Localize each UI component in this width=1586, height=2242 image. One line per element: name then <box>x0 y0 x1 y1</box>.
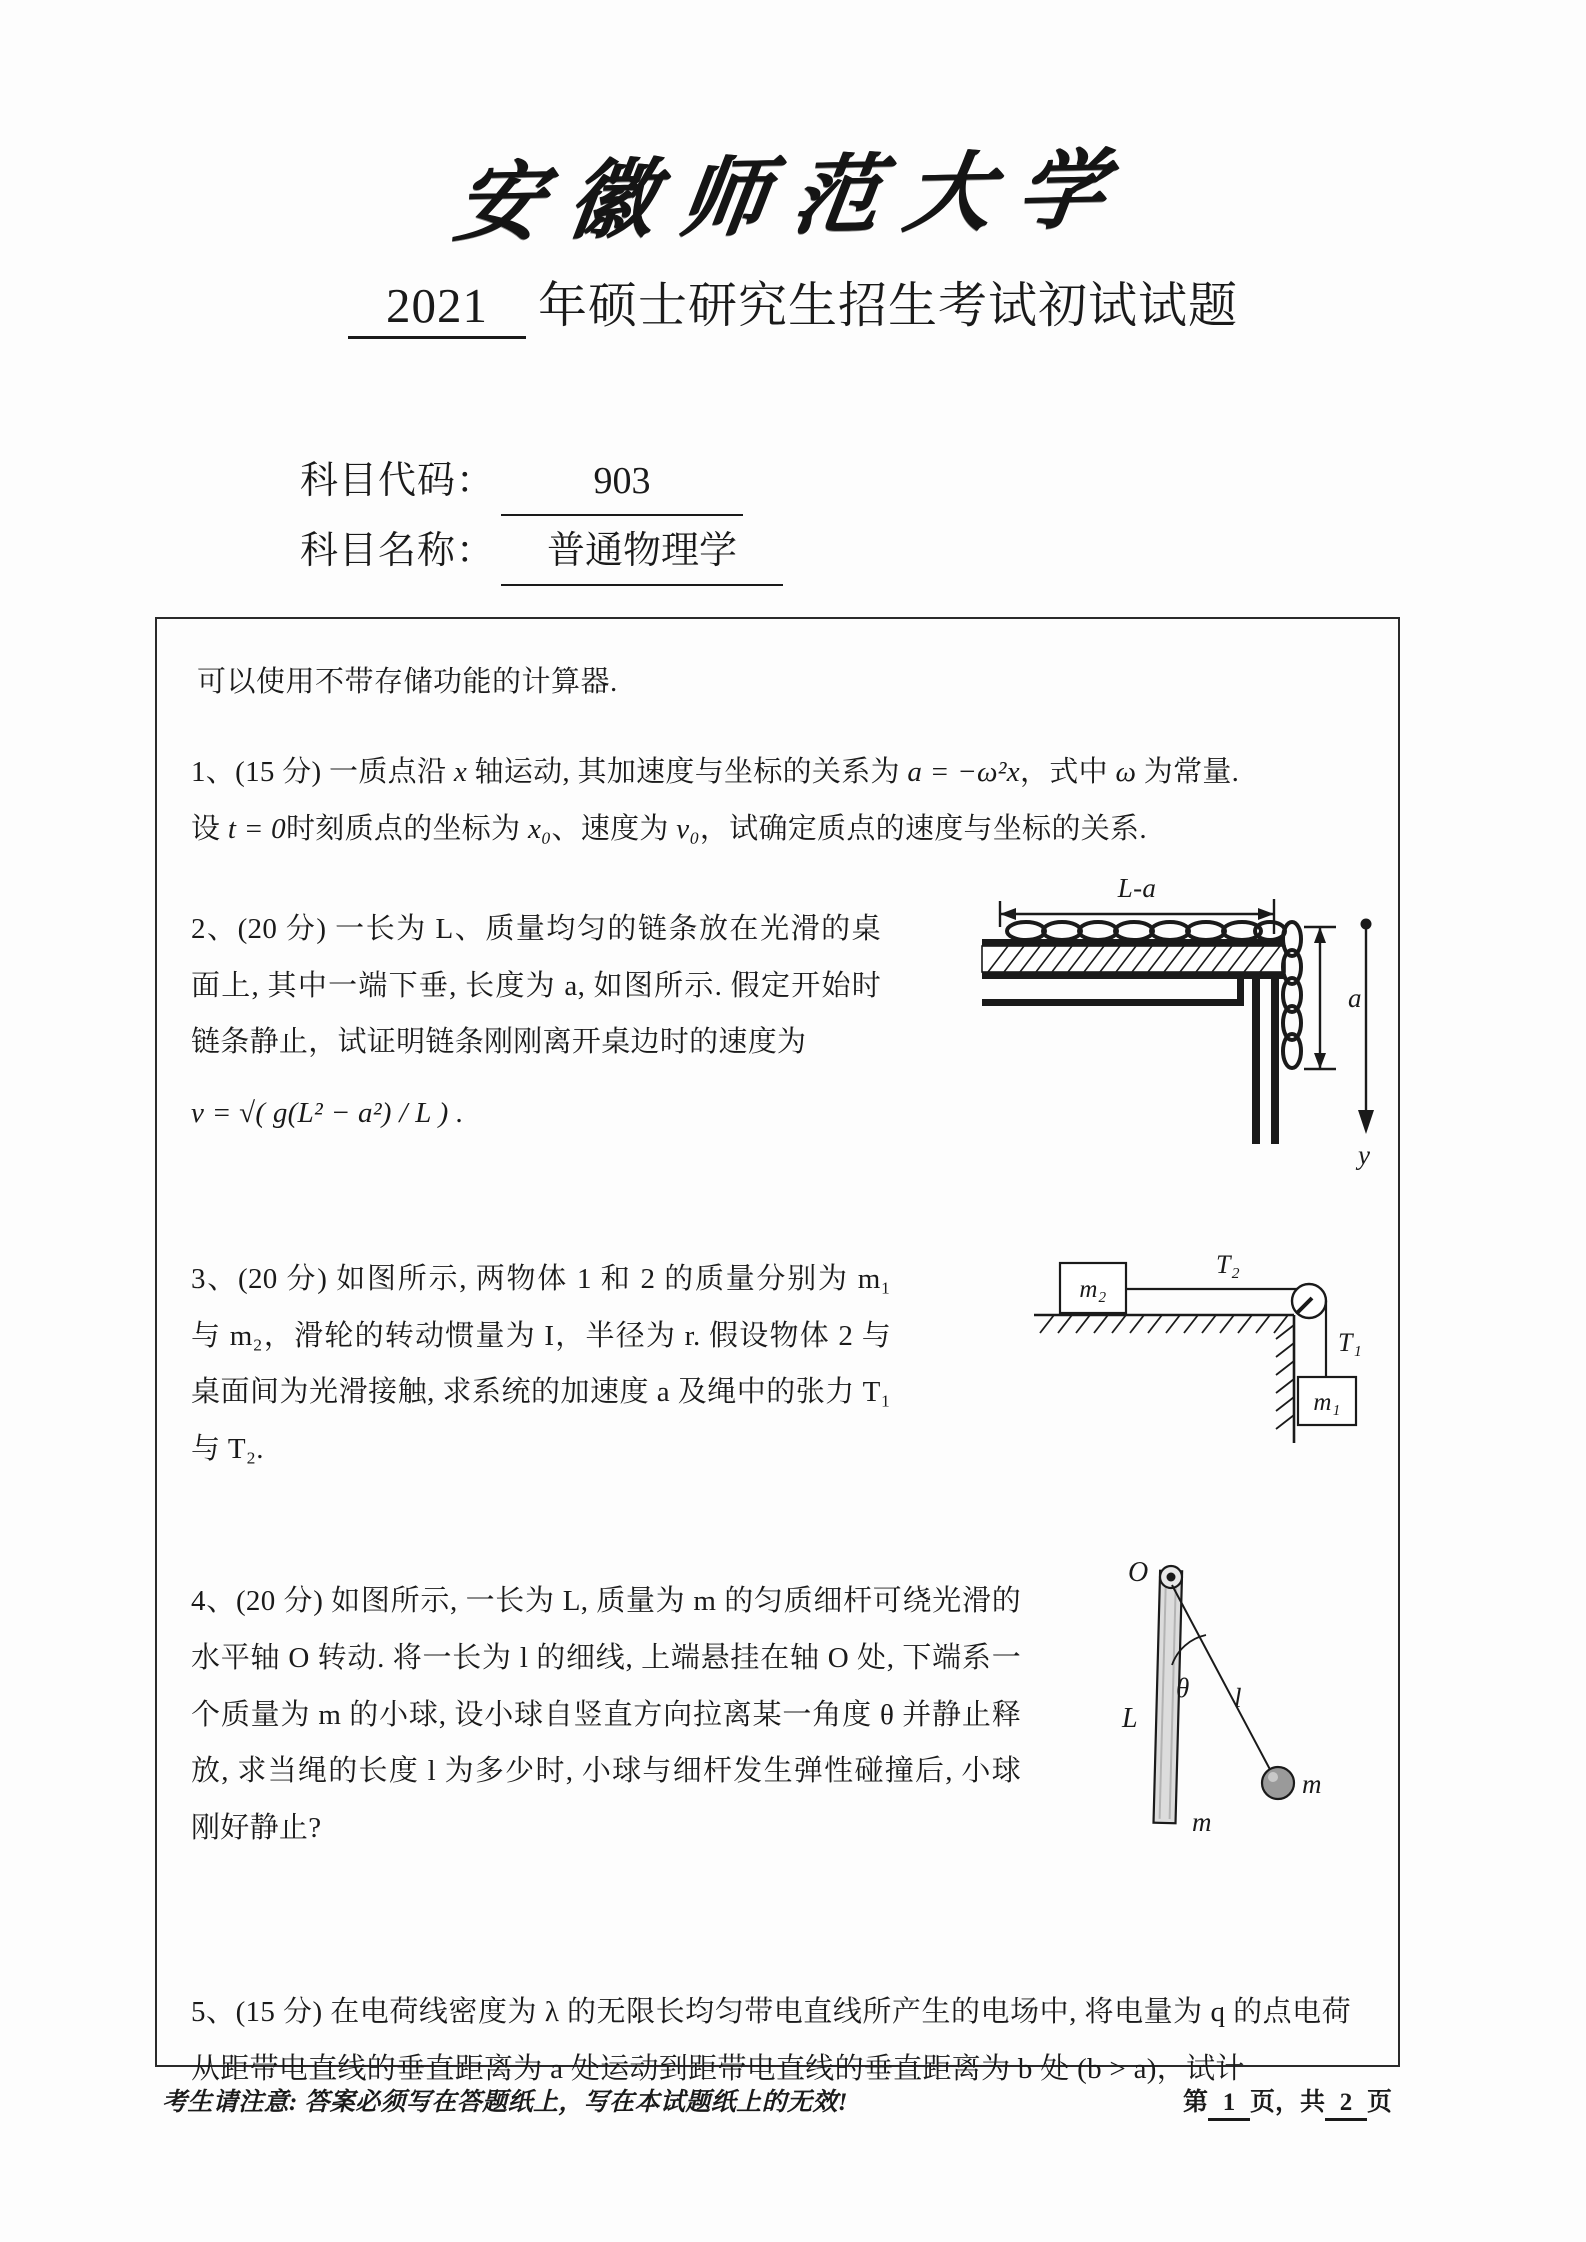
chain-on-table-figure <box>974 879 1374 1179</box>
question-2-body: 一长为 L、质量均匀的链条放在光滑的桌面上, 其中一端下垂, 长度为 a, 如图所示. 假定开始时链条静止，试证明链条刚刚离开桌边时的速度为 <box>191 913 881 1059</box>
chain-label-a: a <box>1348 983 1362 1014</box>
subject-code-row <box>300 452 783 516</box>
question-1-points: (15 分) <box>235 756 322 788</box>
pulley-label-T1: T₁ <box>1338 1328 1362 1358</box>
question-5 <box>191 1984 1364 2097</box>
page-current: 1 <box>1208 2089 1250 2121</box>
exam-content-box <box>155 617 1400 2085</box>
question-1-variable-x: x <box>453 756 467 788</box>
question-3-text <box>191 1251 891 1477</box>
question-5-body: 在电荷线密度为 λ 的无限长均匀带电直线所产生的电场中, 将电量为 q 的点电荷从距带电直线的垂直距离为 a 处运动到距带电直线的垂直距离为 b 处 (b > a)，试计 <box>191 1996 1351 2085</box>
question-3-points: (20 分) <box>237 1263 328 1296</box>
page-suffix: 页 <box>1366 2089 1392 2116</box>
page-header <box>0 138 1586 339</box>
question-5-number: 5、 <box>191 1996 236 2029</box>
question-4-body: 如图所示, 一长为 L, 质量为 m 的匀质细杆可绕光滑的水平轴 O 转动. 将一长为 l 的细线, 上端悬挂在轴 O 处, 下端系一个质量为 m 的小球, 设小球自竖直方向拉离某一角度 θ 并静止释放, 求当绳的长度 l 为多少时, 小球与细杆发生弹性碰撞后, 小球刚好静止? <box>191 1585 1021 1844</box>
subject-code-value: 903 <box>501 452 743 516</box>
question-5-points: (15 分) <box>235 1996 323 2029</box>
chain-label-L-minus-a: L-a <box>1117 879 1157 904</box>
rod-pendulum-figure <box>1106 1555 1356 1835</box>
question-1-line1-a: 一质点沿 <box>329 756 454 788</box>
question-3-number: 3、 <box>191 1263 238 1296</box>
question-1-equation: a = −ω²x <box>907 756 1020 788</box>
question-2-points: (20 分) <box>237 913 327 946</box>
question-2-number: 2、 <box>191 913 238 946</box>
question-4 <box>191 1557 1364 1856</box>
question-3 <box>191 1251 1364 1477</box>
question-2 <box>191 879 1371 1171</box>
question-3-body: 如图所示, 两物体 1 和 2 的质量分别为 m₁ 与 m₂，滑轮的转动惯量为 I，半径为 r. 假设物体 2 与桌面间为光滑接触, 求系统的加速度 a 及绳中的张力 T₁ 与 T₂. <box>191 1263 891 1465</box>
question-1-x0: x₀ <box>527 812 552 845</box>
question-1-line2-a: 设 <box>191 812 228 845</box>
question-1-v0: v₀ <box>676 812 700 845</box>
exam-title <box>0 267 1586 339</box>
question-1-text <box>191 744 1364 857</box>
candidate-notice: 考生请注意: 答案必须写在答题纸上，写在本试题纸上的无效! <box>162 2089 848 2116</box>
question-4-number: 4、 <box>191 1585 236 1618</box>
question-5-text <box>191 1984 1351 2097</box>
pulley-two-blocks-figure <box>1032 1247 1362 1467</box>
subject-name-value: 普通物理学 <box>501 522 783 586</box>
question-1-number: 1、 <box>191 756 236 788</box>
question-4-points: (20 分) <box>235 1585 324 1618</box>
question-1-line2-d: ，试确定质点的速度与坐标的关系. <box>699 812 1147 845</box>
question-1-line1-d: 为常量. <box>1136 756 1240 788</box>
subject-name-label: 科目名称： <box>300 529 496 572</box>
question-4-text <box>191 1573 1021 1856</box>
question-2-formula: v = √( g(L² − a²) / L ) . <box>191 1096 464 1129</box>
question-1-time-zero: t = 0 <box>227 812 286 845</box>
exam-year-field: 2021 <box>348 277 526 339</box>
page-footer <box>162 2082 1402 2121</box>
question-1-omega: ω <box>1115 756 1137 788</box>
university-name-calligraphy: 安徽师范大学 <box>449 138 1138 255</box>
question-1 <box>191 744 1364 857</box>
pulley-label-T2: T₂ <box>1215 1250 1241 1280</box>
pulley-label-m1: m₁ <box>1313 1389 1341 1417</box>
page-total: 2 <box>1325 2089 1367 2121</box>
question-1-line1-c: ，式中 <box>1019 756 1116 788</box>
question-1-line2-b: 时刻质点的坐标为 <box>286 812 528 845</box>
rod-label-O: O <box>1128 1557 1149 1589</box>
exam-title-text: 年硕士研究生招生考试初试试题 <box>537 277 1238 333</box>
question-2-text <box>191 901 881 1141</box>
page-mid: 页，共 <box>1249 2089 1325 2116</box>
chain-label-y-axis: y <box>1358 1140 1371 1171</box>
rod-label-ball-m: m <box>1302 1769 1322 1800</box>
question-1-line1-b: 轴运动, 其加速度与坐标的关系为 <box>466 756 908 788</box>
question-1-line2-c: 、速度为 <box>551 812 677 845</box>
page-indicator <box>1183 2082 1392 2121</box>
calculator-notice: 可以使用不带存储功能的计算器. <box>197 666 618 698</box>
rod-label-rod-m: m <box>1192 1807 1212 1836</box>
rod-label-theta: θ <box>1176 1673 1190 1704</box>
rod-label-l: l <box>1234 1683 1242 1714</box>
subject-name-row <box>300 522 783 586</box>
page-prefix: 第 <box>1182 2089 1208 2116</box>
subject-code-label: 科目代码： <box>300 460 496 502</box>
pulley-label-m2: m₂ <box>1079 1276 1107 1304</box>
rod-label-L: L <box>1122 1703 1138 1735</box>
subject-info-block <box>300 452 783 592</box>
